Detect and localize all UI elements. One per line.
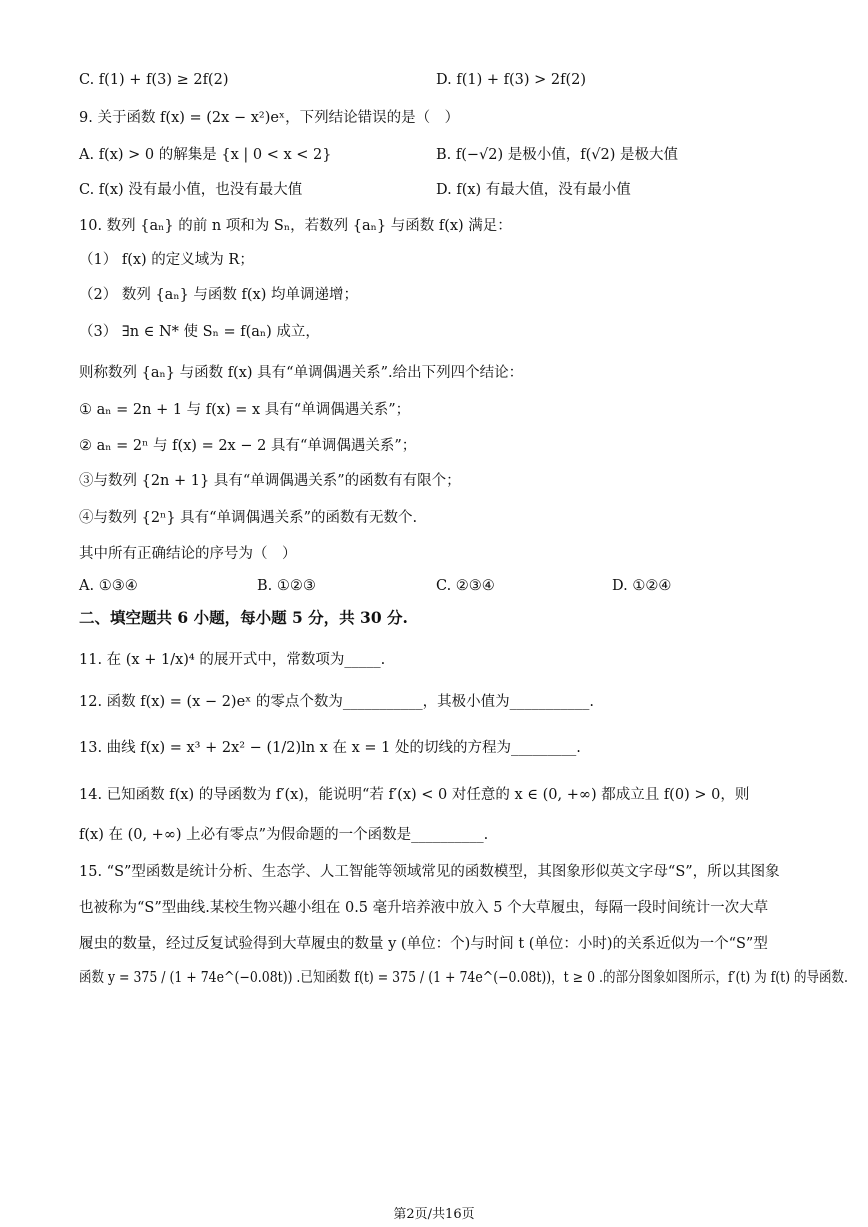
q10-option-c: C. ②③④ — [436, 578, 495, 594]
q13: 13. 曲线 f(x) = x³ + 2x² − (1/2)ln x 在 x = 1 处的切线的方程为_________. — [79, 740, 581, 756]
q15-line-4: 函数 y = 375 / (1 + 74e^(−0.08t)) .已知函数 f(t) = 375 / (1 + 74e^(−0.08t))，t ≥ 0 .的部分图象如图所示，f′(t) 为 f(t) 的导函数. — [79, 970, 849, 986]
q9-option-a: A. f(x) > 0 的解集是 {x | 0 < x < 2} — [79, 147, 332, 163]
q11: 11. 在 (x + 1/x)⁴ 的展开式中，常数项为_____. — [79, 652, 386, 668]
q10-statement-3: ③与数列 {2n + 1} 具有“单调偶遇关系”的函数有有限个； — [79, 473, 461, 489]
q10-condition-1: （1） f(x) 的定义域为 R； — [79, 252, 254, 268]
q15-line-1: 15. “S”型函数是统计分析、生态学、人工智能等领域常见的函数模型，其图象形似英文字母“S”，所以其图象 — [79, 864, 780, 880]
q10-stem: 10. 数列 {aₙ} 的前 n 项和为 Sₙ，若数列 {aₙ} 与函数 f(x) 满足： — [79, 218, 512, 234]
q8-option-d: D. f(1) + f(3) > 2f(2) — [436, 72, 587, 88]
q14-line-1: 14. 已知函数 f(x) 的导函数为 f′(x)，能说明“若 f′(x) < 0 对任意的 x ∈ (0, +∞) 都成立且 f(0) > 0，则 — [79, 787, 750, 803]
q9-stem: 9. 关于函数 f(x) = (2x − x²)eˣ，下列结论错误的是（ ） — [79, 110, 460, 126]
q10-definition: 则称数列 {aₙ} 与函数 f(x) 具有“单调偶遇关系”.给出下列四个结论： — [79, 365, 524, 381]
q10-option-b: B. ①②③ — [257, 578, 316, 594]
q9-option-c: C. f(x) 没有最小值，也没有最大值 — [79, 182, 303, 198]
q10-condition-3: （3） ∃n ∈ N* 使 Sₙ = f(aₙ) 成立， — [79, 324, 320, 340]
q10-option-d: D. ①②④ — [612, 578, 672, 594]
q14-line-2: f(x) 在 (0, +∞) 上必有零点”为假命题的一个函数是__________. — [79, 827, 489, 843]
q15-line-2: 也被称为“S”型曲线.某校生物兴趣小组在 0.5 毫升培养液中放入 5 个大草履虫，每隔一段时间统计一次大草 — [79, 900, 769, 916]
page-footer: 第2页/共16页 — [393, 1207, 475, 1222]
q10-statement-2: ② aₙ = 2ⁿ 与 f(x) = 2x − 2 具有“单调偶遇关系”； — [79, 438, 417, 454]
q9-option-b: B. f(−√2) 是极小值，f(√2) 是极大值 — [436, 147, 679, 163]
q8-option-c: C. f(1) + f(3) ≥ 2f(2) — [79, 72, 229, 88]
q10-ask: 其中所有正确结论的序号为（ ） — [79, 546, 297, 562]
q12: 12. 函数 f(x) = (x − 2)eˣ 的零点个数为___________，其极小值为___________. — [79, 694, 595, 710]
q15-line-3: 履虫的数量，经过反复试验得到大草履虫的数量 y (单位：个)与时间 t (单位：小时)的关系近似为一个“S”型 — [79, 936, 768, 952]
q10-condition-2: （2） 数列 {aₙ} 与函数 f(x) 均单调递增； — [79, 287, 358, 303]
q10-statement-1: ① aₙ = 2n + 1 与 f(x) = x 具有“单调偶遇关系”； — [79, 402, 411, 418]
section-heading: 二、填空题共 6 小题，每小题 5 分，共 30 分. — [79, 608, 408, 627]
q10-statement-4: ④与数列 {2ⁿ} 具有“单调偶遇关系”的函数有无数个. — [79, 510, 418, 526]
q9-option-d: D. f(x) 有最大值，没有最小值 — [436, 182, 631, 198]
q10-option-a: A. ①③④ — [79, 578, 138, 594]
